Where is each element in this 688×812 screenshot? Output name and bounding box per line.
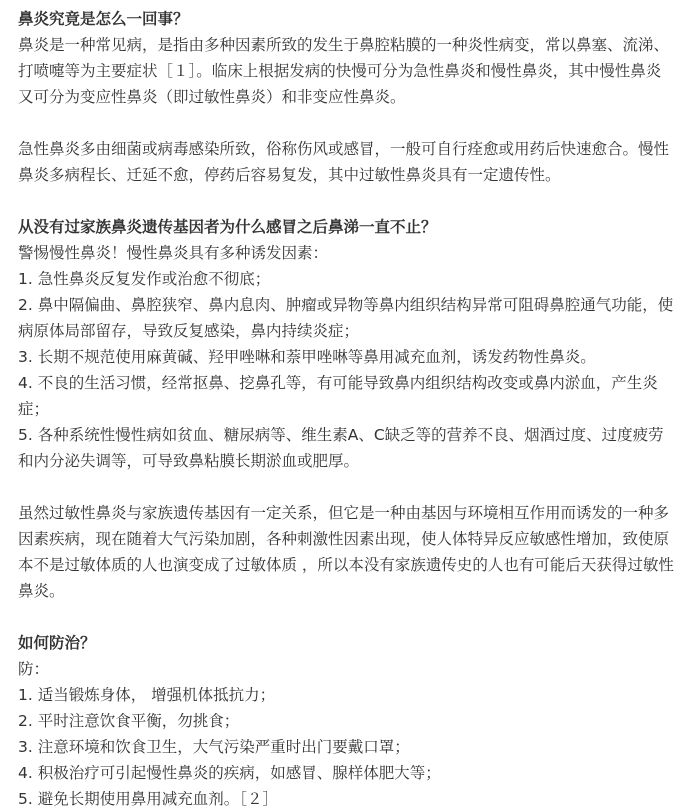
spacer: [18, 604, 676, 630]
list-item: 2. 鼻中隔偏曲、鼻腔狭窄、鼻内息肉、肿瘤或异物等鼻内组织结构异常可阻碍鼻腔通气功能，使病原体局部留存，导致反复感染，鼻内持续炎症；: [18, 296, 674, 340]
spacer: [18, 110, 676, 136]
prevention-list: [18, 682, 676, 812]
section-heading-prevention: 如何防治？: [18, 634, 96, 652]
section-heading-persistent-runny-nose: 从没有过家族鼻炎遗传基因者为什么感冒之后鼻涕一直不止？: [18, 218, 437, 236]
paragraph-definition: 鼻炎是一种常见病，是指由多种因素所致的发生于鼻腔粘膜的一种炎性病变，常以鼻塞、流涕、打喷嚏等为主要症状［１］。临床上根据发病的快慢可分为急性鼻炎和慢性鼻炎，其中慢性鼻炎又可分为变应性鼻炎（即过敏性鼻炎）和非变应性鼻炎。: [18, 36, 670, 106]
cause-list: [18, 266, 676, 474]
list-item: 4. 积极治疗可引起慢性鼻炎的疾病，如感冒、腺样体肥大等；: [18, 764, 441, 782]
list-item: 3. 长期不规范使用麻黄碱、羟甲唑啉和萘甲唑啉等鼻用减充血剂，诱发药物性鼻炎。: [18, 348, 596, 366]
paragraph-warning: 警惕慢性鼻炎！慢性鼻炎具有多种诱发因素：: [18, 244, 329, 262]
list-item: 3. 注意环境和饮食卫生，大气污染严重时出门要戴口罩；: [18, 738, 410, 756]
list-item: 5. 避免长期使用鼻用减充血剂。［２］: [18, 790, 278, 808]
list-item: 1. 急性鼻炎反复发作或治愈不彻底；: [18, 270, 271, 288]
paragraph-acute-chronic: 急性鼻炎多由细菌或病毒感染所致，俗称伤风或感冒，一般可自行痊愈或用药后快速愈合。慢性鼻炎多病程长、迁延不愈，停药后容易复发，其中过敏性鼻炎具有一定遗传性。: [18, 140, 670, 184]
list-item: 5. 各种系统性慢性病如贫血、糖尿病等、维生素A、C缺乏等的营养不良、烟酒过度、过度疲劳和内分泌失调等，可导致鼻粘膜长期淤血或肥厚。: [18, 426, 664, 470]
list-item: 2. 平时注意饮食平衡，勿挑食；: [18, 712, 240, 730]
list-item: 1. 适当锻炼身体， 增强机体抵抗力；: [18, 686, 276, 704]
paragraph-prevention-label: 防：: [18, 660, 50, 678]
spacer: [18, 474, 676, 500]
section-heading-what-is-rhinitis: 鼻炎究竟是怎么一回事？: [18, 10, 189, 28]
list-item: 4. 不良的生活习惯，经常抠鼻、挖鼻孔等，有可能导致鼻内组织结构改变或鼻内淤血，产生炎症；: [18, 374, 658, 418]
spacer: [18, 188, 676, 214]
paragraph-allergy-genetics: 虽然过敏性鼻炎与家族遗传基因有一定关系，但它是一种由基因与环境相互作用而诱发的一种多因素疾病，现在随着大气污染加剧，各种刺激性因素出现，使人体特异反应敏感性增加，致使原本不是过敏体质的人也演变成了过敏体质 ，所以本没有家族遗传史的人也有可能后天获得过敏性鼻炎。: [18, 504, 674, 600]
